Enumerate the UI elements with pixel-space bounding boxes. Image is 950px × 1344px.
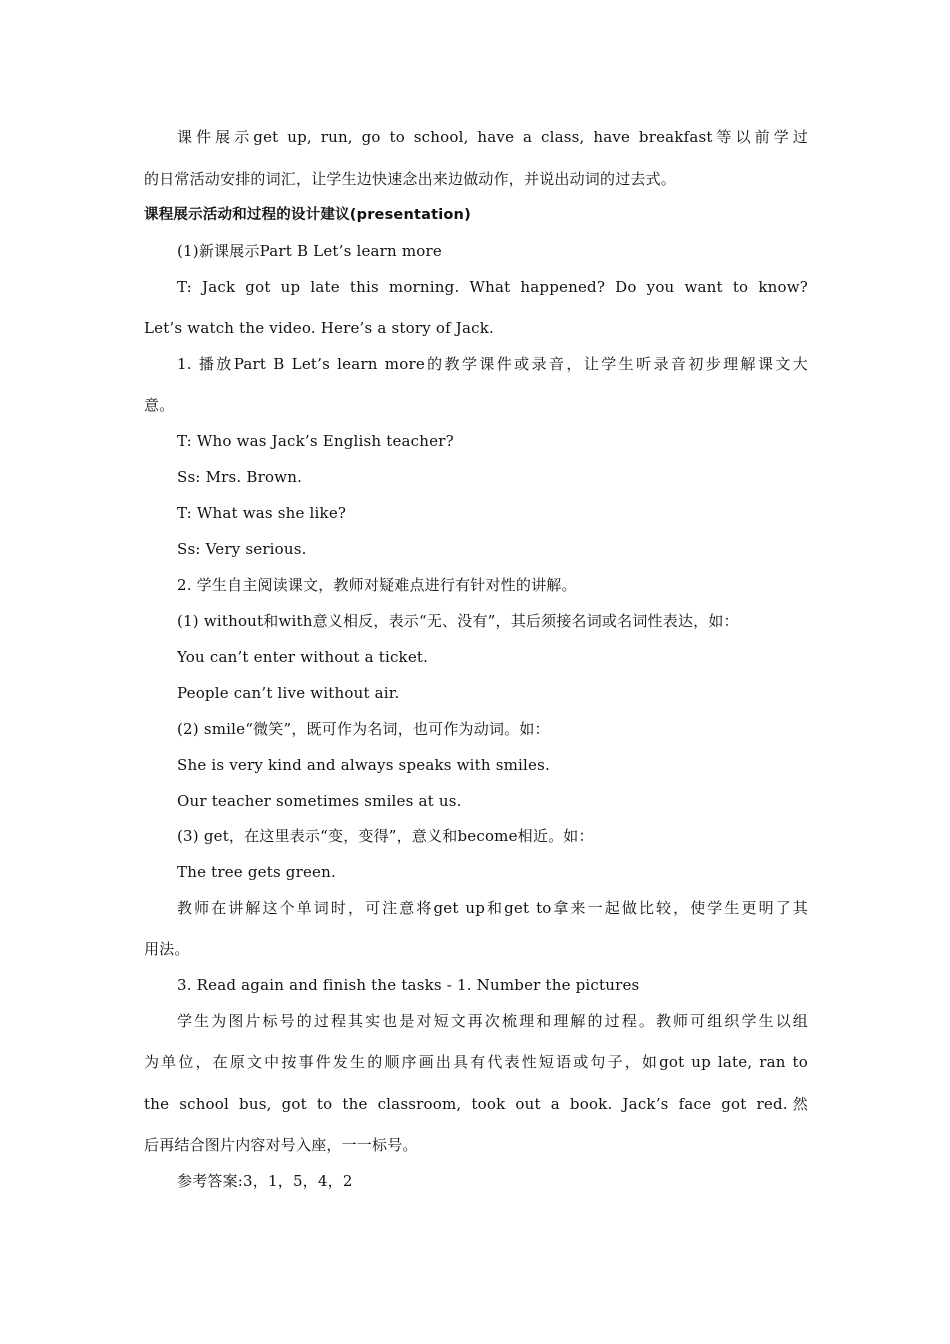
paragraph-line: 2. 学生自主阅读课文，教师对疑难点进行有针对性的讲解。 [177,576,577,594]
example-sentence: You can’t enter without a ticket. [177,648,429,666]
paragraph-line: (2) smile“微笑”，既可作为名词，也可作为动词。如： [177,720,550,738]
paragraph-line: 意。 [144,396,175,414]
dialogue-line: T: What was she like? [177,504,347,522]
dialogue-line: Ss: Mrs. Brown. [177,468,303,486]
paragraph-line: Let’s watch the video. Here’s a story of Jack. [144,319,495,337]
paragraph-line: 教师在讲解这个单词时，可注意将get up和get to拿来一起做比较，使学生更明了其 [177,899,808,917]
paragraph-line: (1) without和with意义相反，表示“无、没有”，其后须接名词或名词性表达，如： [177,612,739,630]
paragraph-line: (1)新课展示Part B Let’s learn more [177,242,442,260]
example-sentence: She is very kind and always speaks with smiles. [177,756,550,774]
paragraph-line: 的日常活动安排的词汇，让学生边快速念出来边做动作，并说出动词的过去式。 [144,170,677,188]
dialogue-line: T: Who was Jack’s English teacher? [177,432,454,450]
paragraph-line: 为单位，在原文中按事件发生的顺序画出具有代表性短语或句子，如got up late, ran to [144,1053,808,1071]
paragraph-line: 学生为图片标号的过程其实也是对短文再次梳理和理解的过程。教师可组织学生以组 [177,1012,808,1030]
example-sentence: Our teacher sometimes smiles at us. [177,792,462,810]
paragraph-line: 3. Read again and finish the tasks - 1. Number the pictures [177,976,640,994]
paragraph-line: (3) get，在这里表示“变，变得”，意义和become相近。如： [177,827,594,845]
paragraph-line: 后再结合图片内容对号入座，一一标号。 [144,1136,418,1154]
paragraph-line: 1. 播放Part B Let’s learn more的教学课件或录音，让学生听录音初步理解课文大 [177,355,808,373]
example-sentence: The tree gets green. [177,863,336,881]
paragraph-line: 课件展示get up, run, go to school, have a class, have breakfast等以前学过 [177,128,808,146]
section-heading: 课程展示活动和过程的设计建议(presentation) [144,207,471,223]
example-sentence: People can’t live without air. [177,684,400,702]
paragraph-line: T: Jack got up late this morning. What happened? Do you want to know? [177,278,808,296]
dialogue-line: Ss: Very serious. [177,540,307,558]
answer-line: 参考答案:3，1，5，4，2 [177,1172,353,1190]
paragraph-line: the school bus, got to the classroom, took out a book. Jack’s face got red.然 [144,1095,808,1113]
paragraph-line: 用法。 [144,940,190,958]
